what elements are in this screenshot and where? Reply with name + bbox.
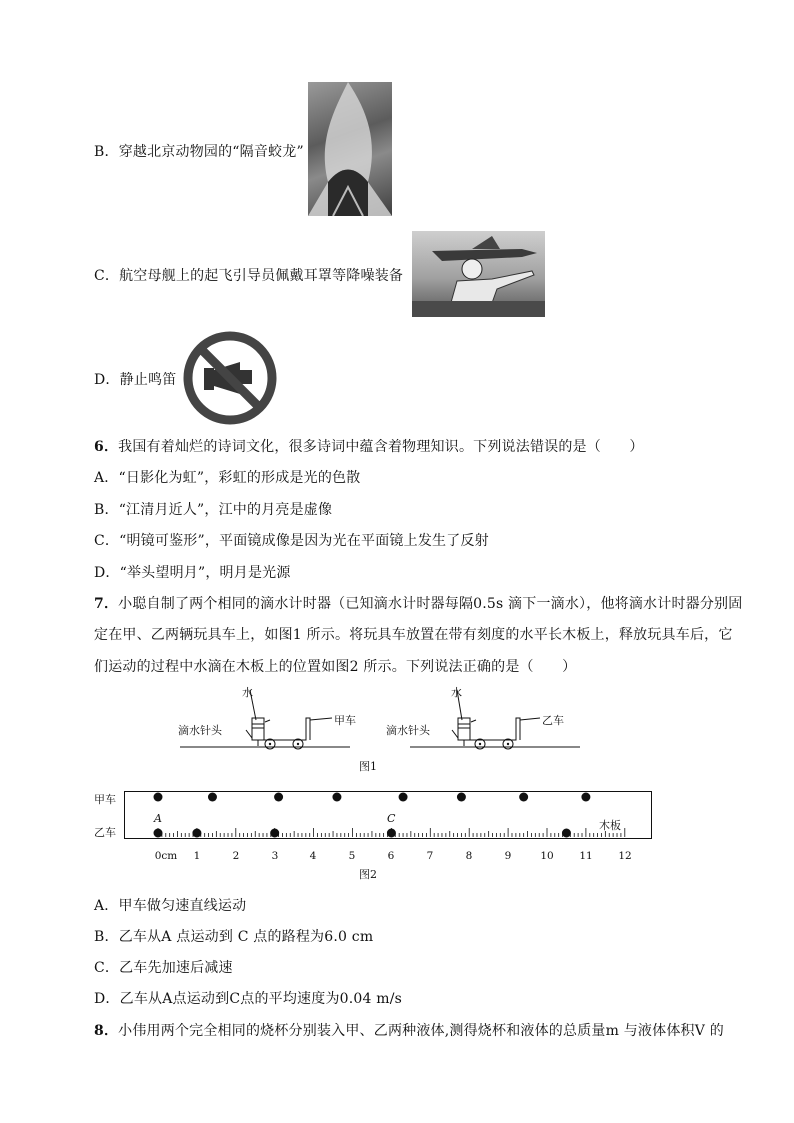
q7-stem-line2: 定在甲、乙两辆玩具车上，如图1 所示。将玩具车放置在带有刻度的水平长木板上，释放玩具车后，它 [94, 627, 733, 643]
fig2-point-c-label: C [387, 812, 396, 825]
fig1-water-label-left: 水 [242, 686, 253, 699]
fig1-water-label-right: 水 [451, 686, 462, 699]
fig2-row-b-label: 乙车 [94, 826, 116, 839]
q7-option-b: B．乙车从A 点运动到 C 点的路程为6.0 cm [94, 929, 374, 945]
fig2-tick-label: 11 [579, 850, 593, 862]
jia-drop [154, 793, 163, 802]
q6-stem: 我国有着灿烂的诗词文化，很多诗词中蕴含着物理知识。下列说法错误的是（ ） [118, 439, 644, 455]
fig2-row-a-label: 甲车 [94, 793, 116, 806]
fig2-board-label: 木板 [599, 819, 621, 832]
jia-drop [519, 793, 528, 802]
jia-drop [581, 793, 590, 802]
q6-option-d: D．“举头望明月”，明月是光源 [94, 565, 291, 581]
fig2-tick-label: 7 [426, 850, 434, 862]
q6-option-b: B．“江清月近人”，江中的月亮是虚像 [94, 502, 333, 518]
fig1-needle-label-left: 滴水针头 [178, 724, 222, 737]
fig2-tick-label: 2 [232, 850, 240, 862]
q7-stem-line1: 小聪自制了两个相同的滴水计时器（已知滴水计时器每隔0.5s 滴下一滴水），他将滴水计时器分别固 [118, 596, 743, 612]
q7-number: 7． [94, 596, 119, 612]
jia-drop [274, 793, 283, 802]
fig2-tick-label: 3 [271, 850, 279, 862]
fig2-unit-label: 0cm [154, 850, 178, 862]
q6-option-a: A．“日影化为虹”，彩虹的形成是光的色散 [94, 470, 361, 486]
q7-option-a: A．甲车做匀速直线运动 [94, 898, 247, 914]
yi-drop [270, 829, 279, 838]
q8-number: 8． [94, 1023, 119, 1039]
q5-option-c: C．航空母舰上的起飞引导员佩戴耳罩等降噪装备 [94, 268, 404, 284]
q5-option-b: B．穿越北京动物园的“隔音蛟龙” [94, 144, 304, 160]
fig2-tick-label: 10 [540, 850, 554, 862]
fig2-tick-label: 4 [309, 850, 317, 862]
fig2-tick-label: 8 [465, 850, 473, 862]
fig2-tick-label: 1 [193, 850, 201, 862]
fig1-car-b-label: 乙车 [542, 714, 564, 727]
q6-number: 6． [94, 439, 119, 455]
q7-option-d: D．乙车从A点运动到C点的平均速度为0.04 m/s [94, 991, 403, 1007]
q7-stem-line3: 们运动的过程中水滴在木板上的位置如图2 所示。下列说法正确的是（ ） [94, 659, 577, 675]
fig2-caption: 图2 [359, 868, 377, 881]
jia-drop [208, 793, 217, 802]
q8-stem: 小伟用两个完全相同的烧杯分别装入甲、乙两种液体,测得烧杯和液体的总质量m 与液体体积V 的 [118, 1023, 724, 1039]
q6-option-c: C．“明镜可鉴形”，平面镜成像是因为光在平面镜上发生了反射 [94, 533, 489, 549]
q5-option-d: D．静止鸣笛 [94, 372, 177, 388]
q7-option-c: C．乙车先加速后减速 [94, 960, 233, 976]
fig2-tick-label: 6 [387, 850, 395, 862]
fig2-tick-label: 9 [504, 850, 512, 862]
fig2-tick-label: 12 [618, 850, 632, 862]
jia-drop [332, 793, 341, 802]
yi-drop [387, 829, 396, 838]
yi-drop [562, 829, 571, 838]
jia-drop [457, 793, 466, 802]
fig2-tick-label: 5 [348, 850, 356, 862]
yi-drop [154, 829, 163, 838]
fig2-point-a-label: A [154, 812, 162, 825]
fig1-caption: 图1 [359, 760, 377, 773]
jia-drop [399, 793, 408, 802]
fig1-needle-label-right: 滴水针头 [386, 724, 430, 737]
fig1-car-a-label: 甲车 [334, 714, 356, 727]
yi-drop [192, 829, 201, 838]
